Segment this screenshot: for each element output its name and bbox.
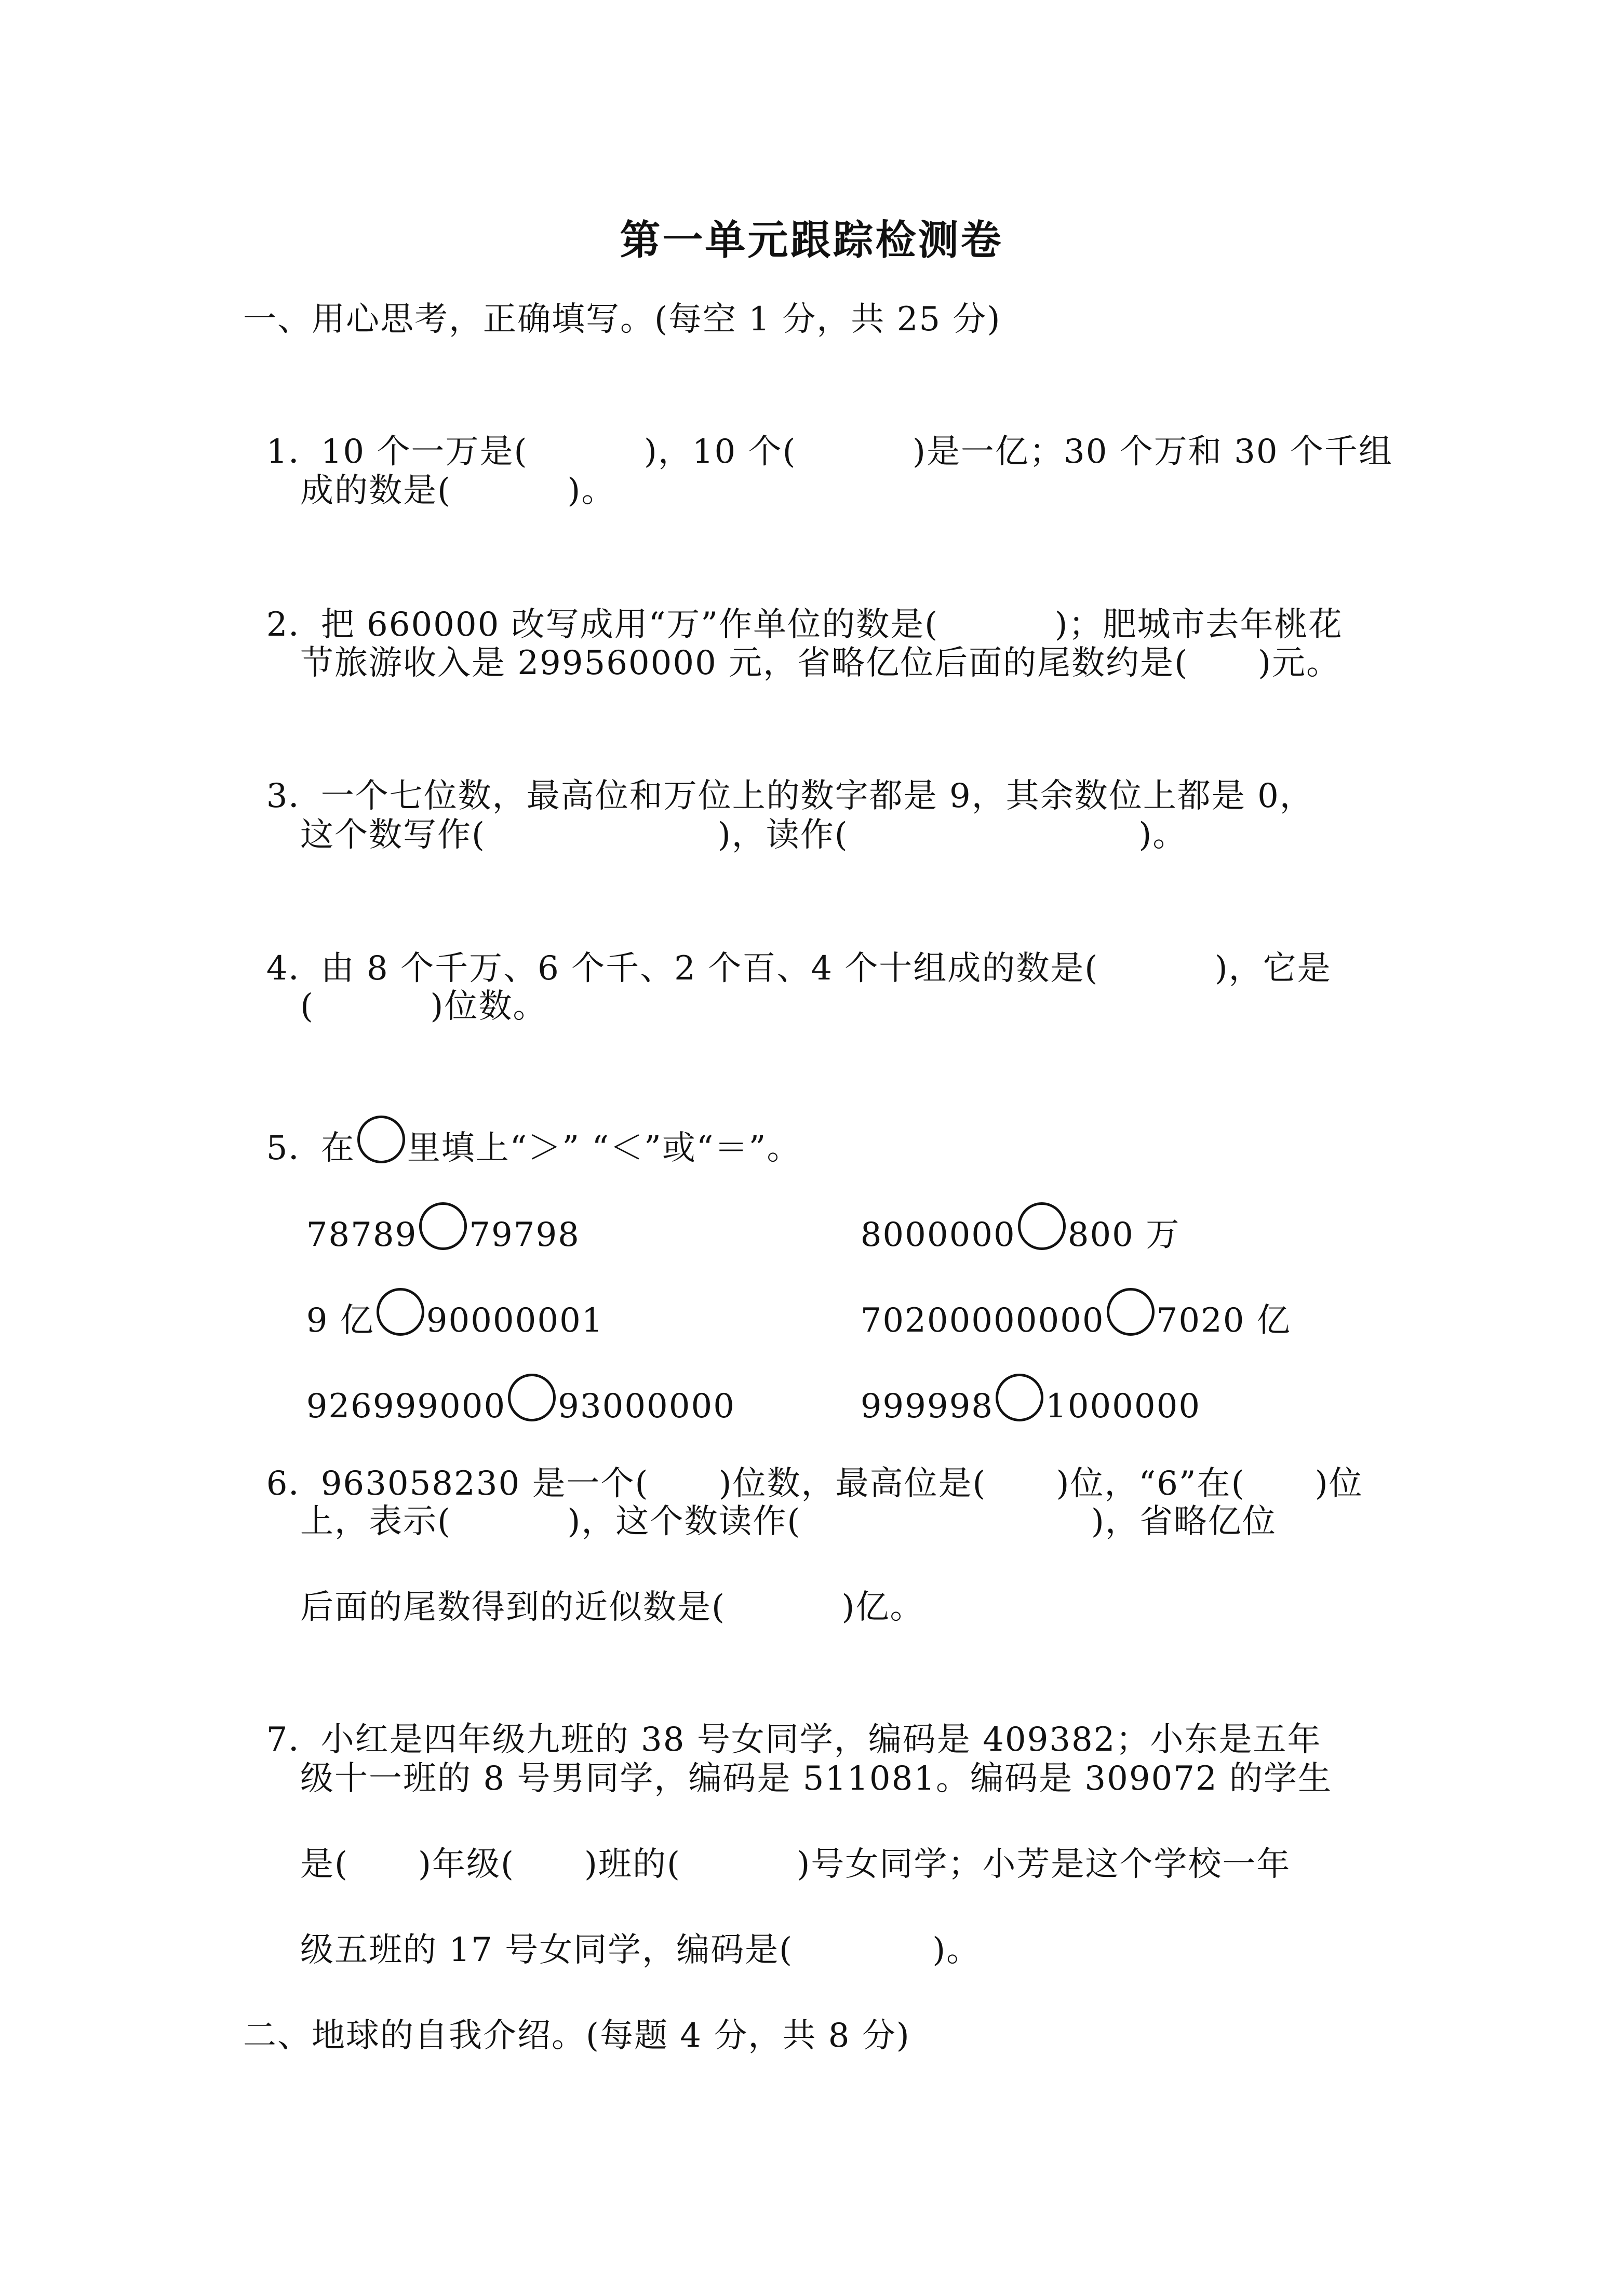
comparison-left: 78789	[306, 1216, 418, 1254]
question-text: 把 660000 改写成用“万”作单位的数是( )；肥城市去年桃花	[320, 606, 1343, 644]
question-number: 6．	[266, 1465, 323, 1503]
question-3-line-2: 这个数写作( )，读作( )。	[300, 816, 1187, 854]
question-7-line-1	[243, 1670, 1321, 1763]
page-title: 第一单元跟踪检测卷	[620, 217, 1003, 264]
question-number: 5．	[266, 1129, 323, 1167]
question-3-line-1	[243, 726, 1314, 820]
comparison-left: 8000000	[860, 1216, 1016, 1254]
section-1-header: 一、用心思考，正确填写。(每空 1 分，共 25 分)	[243, 300, 1001, 339]
question-6-line-1	[243, 1414, 1363, 1507]
section-2-header: 二、地球的自我介绍。(每题 4 分，共 8 分)	[243, 2017, 910, 2055]
comparison-right: 79798	[469, 1216, 580, 1254]
comparison-left: 926999000	[306, 1387, 506, 1426]
comparison-right: 800 万	[1067, 1216, 1181, 1254]
question-6-line-2: 上，表示( )，这个数读作( )，省略亿位	[300, 1502, 1277, 1541]
question-number: 7．	[266, 1721, 323, 1759]
question-text: 由 8 个千万、6 个千、2 个百、4 个十组成的数是( )，它是	[320, 949, 1332, 988]
question-7-line-3: 是( )年级( )班的( )号女同学；小芳是这个学校一年	[300, 1845, 1291, 1884]
question-text-pre: 在	[320, 1129, 355, 1167]
comparison-left: 70200000000	[860, 1301, 1105, 1340]
question-2-line-1	[243, 555, 1343, 648]
question-4-line-1	[243, 898, 1332, 992]
comparison-right: 7020 亿	[1156, 1301, 1291, 1340]
comparison-right: 90000001	[426, 1301, 604, 1340]
comparison-left: 999998	[860, 1387, 994, 1426]
question-2-line-2: 节旅游收入是 299560000 元，省略亿位后面的尾数约是( )元。	[300, 644, 1341, 682]
question-6-line-3: 后面的尾数得到的近似数是( )亿。	[300, 1588, 924, 1627]
question-4-line-2: ( )位数。	[300, 987, 547, 1026]
question-number: 3．	[266, 777, 323, 815]
question-7-line-2: 级十一班的 8 号男同学，编码是 511081。编码是 309072 的学生	[300, 1760, 1333, 1798]
question-text-post: 里填上“＞” “＜”或“＝”。	[407, 1129, 801, 1167]
comparison-right: 1000000	[1045, 1387, 1201, 1426]
question-text: 10 个一万是( )，10 个( )是一亿；30 个万和 30 个千组	[320, 433, 1393, 471]
question-1-line-2: 成的数是( )。	[300, 472, 616, 510]
question-number: 1．	[266, 433, 323, 471]
question-1-line-1	[243, 382, 1393, 475]
comparison-left: 9 亿	[306, 1301, 374, 1340]
question-text: 一个七位数，最高位和万位上的数字都是 9，其余数位上都是 0，	[320, 777, 1314, 815]
question-number: 2．	[266, 606, 323, 644]
question-number: 4．	[266, 949, 323, 988]
question-text: 小红是四年级九班的 38 号女同学，编码是 409382；小东是五年	[320, 1721, 1322, 1759]
question-7-line-4: 级五班的 17 号女同学，编码是( )。	[300, 1931, 981, 1969]
question-text: 963058230 是一个( )位数，最高位是( )位，“6”在( )位	[320, 1465, 1363, 1503]
comparison-right: 93000000	[558, 1387, 735, 1426]
